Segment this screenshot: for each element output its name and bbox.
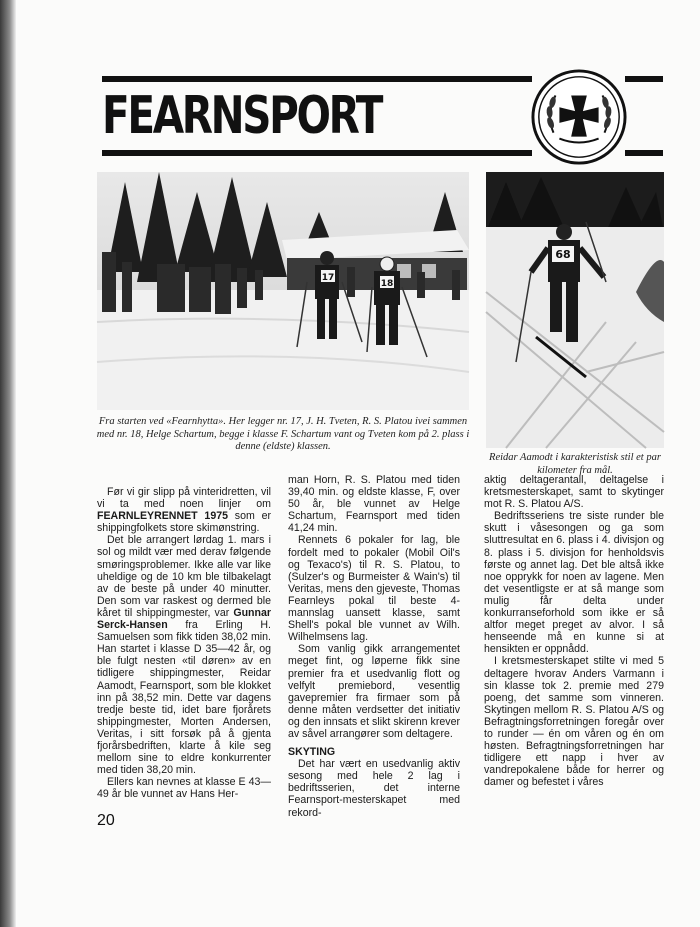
- section-title: FEARNSPORT: [102, 86, 382, 146]
- photo-caption-right: Reidar Aamodt i karakteristisk stil et par kilometer fra mål.: [489, 452, 661, 476]
- paragraph: aktig deltagerantall, deltagelse i kretsmesterskapet, samt to skytinger mot R. S. Platou A/S.: [484, 474, 664, 511]
- bib-number-68: 68: [555, 248, 571, 261]
- article-column-3: [484, 474, 664, 804]
- article-column-2: [288, 474, 460, 819]
- header-rule-bottom-right: [625, 150, 663, 156]
- paragraph: Det ble arrangert lørdag 1. mars i sol og mildt vær med derav følgende smøringsproblemer. Ikke alle var like uheldige og de 10 km ble tilbakelagt av de beste på under 40 minutter. Den som var raskest og dermed ble kåret til shippingmester, var Gunnar Serck-Hansen fra Erling H. Samuelsen som fikk tiden 38,02 min. Han startet i klasse D 35—42 år, og ble fulgt nesten «til døren» av en tidligere shippingmester, Reidar Aamodt, Fearnsport, som ble klokket inn på 38,52 min. Dette var dagens tredje beste tid, idet bare fjorårets shippingmester, Morten Andersen, Veritas, i sitt forsøk på å gjenta fjorårsbedriften, klarte å kile seg mellom sine to eldre konkurrenter med tiden 38,20 min.: [97, 534, 271, 777]
- header-rule-top: [102, 76, 532, 82]
- book-spine-shadow: [0, 0, 16, 927]
- paragraph: Før vi gir slipp på vinteridretten, vil vi ta med noen linjer om FEARNLEYRENNET 1975 som er shippingfolkets store skimønstring.: [97, 486, 271, 535]
- header-rule-bottom: [102, 150, 532, 156]
- event-name: FEARNLEYRENNET 1975: [97, 510, 228, 523]
- paragraph: Det har vært en usedvanlig aktiv sesong med hele 2 lag i bedriftsserien, det interne Fearnsport-mesterskapet med rekord-: [288, 758, 460, 819]
- paragraph: Bedriftsseriens tre siste runder ble skutt i våsesongen og ga som sluttresultat en 6. plass i 4. divisjon og 8. plass i 5. divisjon for henholdsvis første og annet lag. Det ble altså ikke noe opprykk for noen av lagene. Men det vesentligste er at så mange som mulig får delta under konkurranseforhold som ikke er så altfor meget preget av alvor. I så henseende må en kunne si at hensikten er oppnådd.: [484, 510, 664, 656]
- photo-skier-aamodt: [486, 172, 664, 448]
- page-number: 20: [97, 812, 115, 829]
- photo-ski-race-start: [97, 172, 469, 410]
- subheading-skyting: SKYTING: [288, 746, 336, 759]
- bib-number-17: 17: [321, 273, 335, 283]
- photo-caption-left: Fra starten ved «Fearnhytta». Her legger nr. 17, J. H. Tveten, R. S. Platou ivei sammen med nr. 18, Helge Schartum, begge i klasse F. Schartum vant og Tveten kom på 2. plass i denne (eldste) klassen.: [96, 416, 470, 452]
- paragraph: Som vanlig gikk arrangementet meget fint, og løperne fikk sine premier fra et usedvanlig flott og velfylt premiebord, vesentlig gavepremier fra firmaer som på denne måten verdsetter det initiativ og den innsats et slikt skirenn krever av såvel arrangører som deltagere.: [288, 643, 460, 740]
- bib-number-18: 18: [380, 279, 394, 289]
- paragraph: man Horn, R. S. Platou med tiden 39,40 min. og eldste klasse, F, over 50 år, ble vunnet av Helge Schartum, Fearnsport med tiden 41,24 min.: [288, 474, 460, 535]
- winner-name: Gunnar Serck-Hansen: [97, 606, 271, 632]
- club-emblem-logo: [530, 68, 628, 166]
- article-column-1: [97, 486, 271, 816]
- paragraph: I kretsmesterskapet stilte vi med 5 deltagere hvorav Anders Varmann i sin klasse tok 2. premie med 279 poeng, det samme som vinneren. Skytingen mellom R. S. Platou A/S og Befragtningsforretningen foregår over to runder — én om våren og én om høsten. Befragtningsforretningen har tidligere ett napp i hver av vandrepokalene både for herrer og damer og befestet i våres: [484, 655, 664, 789]
- header-rule-top-right: [625, 76, 663, 82]
- paragraph: Ellers kan nevnes at klasse E 43—49 år ble vunnet av Hans Her-: [97, 776, 271, 801]
- paragraph: Rennets 6 pokaler for lag, ble fordelt med to pokaler (Mobil Oil's og Texaco's) til R. S. Platou, to (Sulzer's og Burmeister & Wain's) til Veritas, mens den gjeveste, Thomas Fearnleys pokal til beste 4-mannslag uansett klasse, samt Shell's pokal ble vunnet av Wilh. Wilhelmsens lag.: [288, 534, 460, 644]
